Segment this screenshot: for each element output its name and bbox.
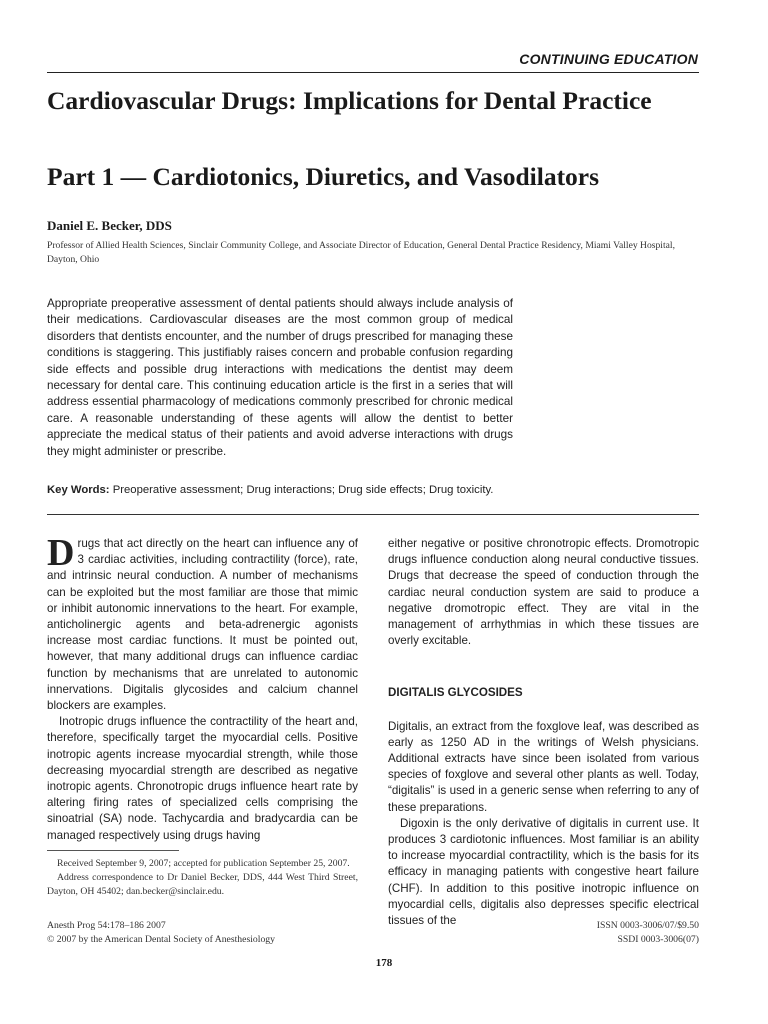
body-paragraph: Digitalis, an extract from the foxglove leaf, was described as early as 1250 AD in the writings of Welsh physicians. Additional extracts have since been isolated from various species of foxglove and several other plants as well. Today, “digitalis” is used in a generic sense when referring to any of these preparations. <box>388 719 699 814</box>
body-paragraph: either negative or positive chronotropic effects. Dromotropic drugs influence conduction along neural conductive tissues. Drugs that decrease the speed of conduction through the cardiac neural conduction system are said to produce a negative dromotropic effect. They are vital in the management of arrhythmias in which these tissues are overly excitable. <box>388 537 699 648</box>
journal-citation-block <box>47 919 275 947</box>
keywords <box>47 484 707 496</box>
section-divider <box>47 514 699 515</box>
journal-citation: Anesth Prog 54:178–186 2007 <box>47 920 166 931</box>
keywords-text: Preoperative assessment; Drug interactions; Drug side effects; Drug toxicity. <box>112 484 494 496</box>
section-label: CONTINUING EDUCATION <box>519 51 698 67</box>
article-title: Cardiovascular Drugs: Implications for Dental Practice <box>47 86 652 115</box>
author-affiliation: Professor of Allied Health Sciences, Sinclair Community College, and Associate Director of Education, General Dental Practice Residency, Miami Valley Hospital, Dayton, Ohio <box>47 240 675 265</box>
footnote-received: Received September 9, 2007; accepted for publication September 25, 2007. <box>57 858 350 869</box>
footnote-rule <box>47 850 179 851</box>
abstract: Appropriate preoperative assessment of dental patients should always include analysis of their medications. Cardiovascular diseases are the most common group of medical disorders that dentists encounter, and the number of drugs prescribed for managing these conditions is staggering. This justifiably raises concern and probable confusion regarding side effects and possible drug interactions with medications the dentist may deem necessary for dental care. This continuing education article is the first in a series that will address essential pharmacology of medications commonly prescribed for chronic medical care. A reasonable understanding of these agents will allow the dentist to better appreciate the medical status of their patients and avoid adverse interactions with drugs they might administer or prescribe. <box>47 297 513 458</box>
body-paragraph <box>47 532 358 714</box>
page-number: 178 <box>375 957 393 969</box>
author-name: Daniel E. Becker, DDS <box>47 218 172 233</box>
keywords-label: Key Words: <box>47 484 110 496</box>
drop-cap: D <box>47 532 75 574</box>
header-rule <box>47 72 699 73</box>
footnote-correspondence: Address correspondence to Dr Daniel Becker, DDS, 444 West Third Street, Dayton, OH 45402; dan.becker@sinclair.edu. <box>47 872 358 897</box>
issn: ISSN 0003-3006/07/$9.50 <box>596 920 699 931</box>
body-paragraph: Digoxin is the only derivative of digitalis in current use. It produces 3 cardiotonic influences. Most familiar is an ability to increase myocardial contractility, which is the basis for its efficacy in managing patients with congestive heart failure (CHF). In addition to this positive inotropic influence on myocardial cells, digitalis also depresses specific electrical tissues of the <box>388 816 699 928</box>
section-heading: DIGITALIS GLYCOSIDES <box>388 686 523 700</box>
article-subtitle: Part 1 — Cardiotonics, Diuretics, and Vasodilators <box>47 162 600 191</box>
body-paragraph: Inotropic drugs influence the contractility of the heart and, therefore, specifically target the myocardial cells. Positive inotropic agents increase myocardial strength, while those decreasing myocardial strength are described as negative inotropic agents. Chronotropic drugs influence heart rate by altering firing rates of specialized cells comprising the sinoatrial (SA) node. Tachycardia and bradycardia can be managed respectively using drugs having <box>47 715 358 842</box>
copyright: © 2007 by the American Dental Society of Anesthesiology <box>47 934 275 945</box>
body-column-right <box>388 536 699 929</box>
body-paragraph-text: rugs that act directly on the heart can influence any of 3 cardiac activities, including contractility (force), rate, and intrinsic neural conduction. A number of mechanisms can be exploited but the most familiar are those that mimic or inhibit autonomic innervations to the heart. For example, anticholinergic agents and beta-adrenergic agonists increase most cardiac functions. It must be pointed out, however, that many additional drugs can influence cardiac function by mechanisms that are unrelated to autonomic innervations. Digitalis glycosides and calcium channel blockers are examples. <box>47 537 358 713</box>
footnotes <box>47 857 358 899</box>
issn-block <box>597 919 699 947</box>
ssdi: SSDI 0003-3006(07) <box>617 934 699 945</box>
body-column-left <box>47 532 358 844</box>
